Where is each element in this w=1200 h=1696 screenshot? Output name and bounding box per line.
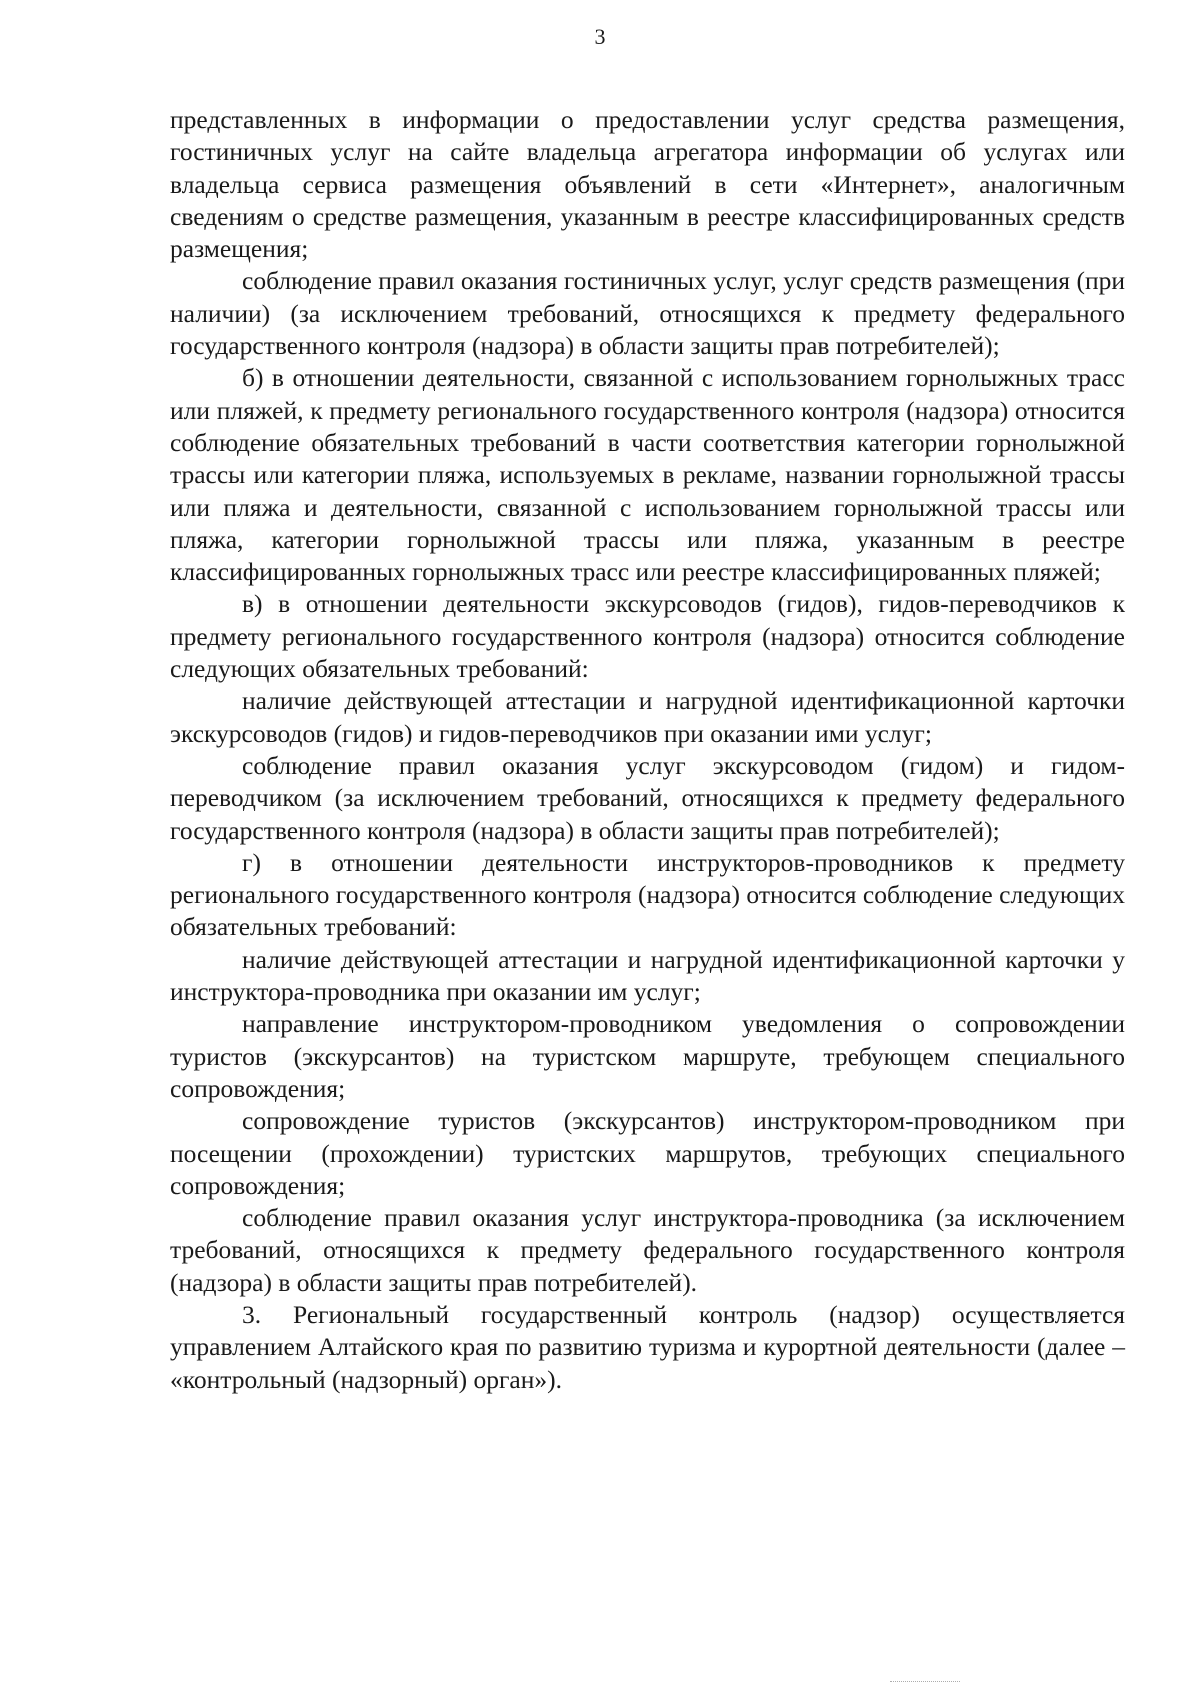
paragraph: представленных в информации о предоставлении услуг средства размещения, гостиничных услуг на сайте владельца агрегатора информации об услугах или владельца сервиса размещения объявлений в сети «Интернет», аналогичным сведениям о средстве размещения, указанным в реестре классифицированных средств размещения;	[170, 105, 1125, 264]
page-number: 3	[594, 24, 606, 49]
paragraph: соблюдение правил оказания услуг экскурсоводом (гидом) и гидом-переводчиком (за исключением требований, относящихся к предмету федерального государственного контроля (надзора) в области защиты прав потребителей);	[170, 750, 1125, 845]
paragraph: направление инструктором-проводником уведомления о сопровождении туристов (экскурсантов) на туристском маршруте, требующем специального сопровождения;	[170, 1009, 1125, 1103]
paragraph: наличие действующей аттестации и нагрудной идентификационной карточки экскурсоводов (гидов) и гидов-переводчиков при оказании ими услуг;	[170, 686, 1125, 748]
paragraph: соблюдение правил оказания услуг инструктора-проводника (за исключением требований, относящихся к предмету федерального государственного контроля (надзора) в области защиты прав потребителей).	[170, 1203, 1125, 1297]
paragraph: г) в отношении деятельности инструкторов-проводников к предмету регионального государственного контроля (надзора) относится соблюдение следующих обязательных требований:	[170, 847, 1125, 942]
document-body	[170, 104, 1125, 1396]
paragraph: наличие действующей аттестации и нагрудной идентификационной карточки у инструктора-проводника при оказании им услуг;	[170, 944, 1125, 1007]
paragraph: б) в отношении деятельности, связанной с использованием горнолыжных трасс или пляжей, к предмету регионального государственного контроля (надзора) относится соблюдение обязательных требований в части соответствия категории горнолыжной трассы или категории пляжа, используемых в рекламе, названии горнолыжной трассы или пляжа и деятельности, связанной с использованием горнолыжной трассы или пляжа, категории горнолыжной трассы или пляжа, указанным в реестре классифицированных горнолыжных трасс или реестре классифицированных пляжей;	[170, 363, 1125, 587]
scan-artifact	[890, 1671, 960, 1682]
paragraph: в) в отношении деятельности экскурсоводов (гидов), гидов-переводчиков к предмету регионального государственного контроля (надзора) относится соблюдение следующих обязательных требований:	[170, 589, 1125, 684]
paragraph: сопровождение туристов (экскурсантов) инструктором-проводником при посещении (прохождении) туристских маршрутов, требующих специального сопровождения;	[170, 1106, 1125, 1200]
paragraph: соблюдение правил оказания гостиничных услуг, услуг средств размещения (при наличии) (за исключением требований, относящихся к предмету федерального государственного контроля (надзора) в области защиты прав потребителей);	[170, 266, 1125, 361]
paragraph: 3. Региональный государственный контроль (надзор) осуществляется управлением Алтайского края по развитию туризма и курортной деятельности (далее – «контрольный (надзорный) орган»).	[170, 1299, 1125, 1394]
